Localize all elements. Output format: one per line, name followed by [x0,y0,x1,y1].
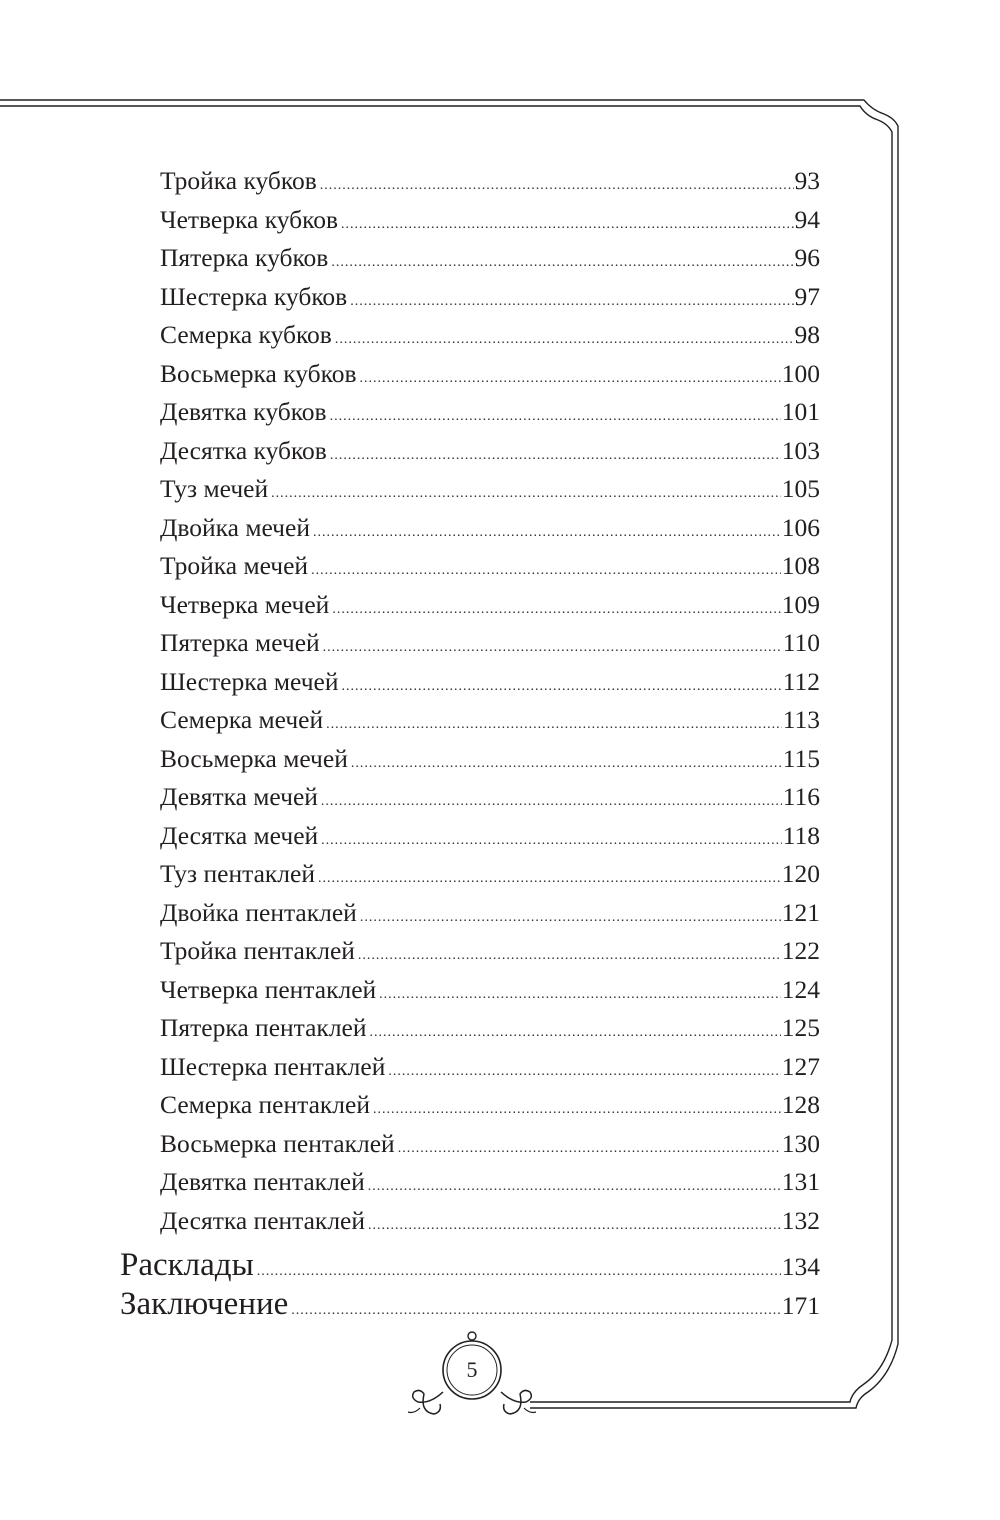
leader-dots [335,325,794,355]
toc-entry-page: 105 [781,474,820,503]
toc-entry-page: 103 [781,435,820,465]
toc-entry [160,590,820,620]
toc-entry-title: Десятка кубков [160,435,327,465]
toc-entry-page: 124 [781,974,820,1004]
leader-dots [330,402,781,432]
toc-entry [160,205,820,235]
toc-entry [160,782,820,812]
toc-section [120,1246,820,1284]
leader-dots [398,1134,781,1164]
toc-section-page: 134 [781,1252,820,1281]
toc-entry-title: Двойка пентаклей [160,897,357,927]
toc-entry-title: Тройка кубков [160,166,317,195]
leader-dots [331,248,793,278]
toc-entry-title: Четверка мечей [160,589,330,619]
toc-entry [160,667,820,697]
leader-dots [368,1172,781,1202]
toc-entry-page: 108 [781,551,820,580]
toc-entry-page: 122 [781,936,820,965]
toc-entry-title: Девятка кубков [160,397,327,426]
toc-entry-title: Восьмерка пентаклей [160,1128,395,1158]
leader-dots [388,1057,780,1087]
toc-entry [160,513,820,543]
toc-entry-page: 118 [782,820,820,850]
toc-entry-title: Семерка кубков [160,320,332,349]
leader-dots [370,1018,781,1048]
toc-entry-title: Четверка кубков [160,204,338,234]
toc-entry [160,1129,820,1159]
leader-dots [368,1211,781,1241]
leader-dots [360,364,781,394]
toc-entry-page: 125 [781,1013,820,1042]
toc-entry-page: 121 [781,897,820,927]
toc-entry-title: Шестерка пентаклей [160,1051,386,1081]
toc-entry [160,436,820,466]
toc-entry [160,859,820,889]
toc-entry-title: Шестерка мечей [160,666,339,696]
leader-dots [360,903,781,933]
toc-entry-title: Четверка пентаклей [160,974,377,1004]
leader-dots [321,826,782,856]
leader-dots [271,479,781,509]
toc-entry-page: 130 [781,1128,820,1158]
leader-dots [291,1292,780,1330]
leader-dots [332,595,780,625]
toc-entry-title: Восьмерка мечей [160,743,348,773]
toc-entry-title: Пятерка пентаклей [160,1013,367,1042]
toc-entry-title: Тройка пентаклей [160,936,355,965]
leader-dots [313,518,781,548]
toc-entry-title: Двойка мечей [160,512,310,542]
toc-entry [160,166,820,196]
toc-section [120,1285,820,1323]
leader-dots [318,864,781,894]
leader-dots [321,787,782,817]
toc-entry-page: 93 [794,166,820,195]
toc-entry [160,1052,820,1082]
leader-dots [351,749,782,779]
toc-entry-title: Пятерка мечей [160,628,320,657]
toc-entry-page: 97 [794,281,820,311]
leader-dots [311,556,781,586]
toc-entry [160,1090,820,1120]
toc-section-page: 171 [781,1291,820,1320]
toc-entry-title: Десятка пентаклей [160,1205,366,1235]
leader-dots [373,1095,781,1125]
toc-entry-title: Шестерка кубков [160,281,348,311]
leader-dots [330,441,781,471]
toc-entry-title: Пятерка кубков [160,243,329,272]
leader-dots [350,287,793,317]
toc-entry-title: Десятка мечей [160,820,319,850]
page-number: 5 [466,1357,478,1382]
toc-entry-page: 113 [782,705,820,734]
leader-dots [379,980,781,1010]
toc-section-title: Заключение [120,1286,289,1322]
toc-entry [160,1206,820,1236]
toc-entry [160,359,820,389]
toc-entry [160,551,820,581]
toc-entry-page: 101 [781,397,820,426]
toc-entry-page: 132 [781,1205,820,1235]
leader-dots [326,710,782,740]
toc-entry-page: 116 [782,782,820,811]
toc-entry-page: 100 [781,358,820,388]
toc-section-title: Расклады [120,1247,254,1283]
toc-entry-title: Тройка мечей [160,551,309,580]
toc-entry [160,628,820,658]
toc-entry [160,397,820,427]
leader-dots [320,171,794,201]
toc-entry-page: 94 [794,204,820,234]
toc-entry-page: 110 [782,628,820,657]
toc-entry [160,320,820,350]
toc-entry-title: Туз мечей [160,474,269,503]
toc-entry-page: 96 [794,243,820,272]
toc-entry [160,744,820,774]
toc-entry-page: 109 [781,589,820,619]
toc-entry [160,474,820,504]
toc-entry [160,936,820,966]
toc-entry [160,282,820,312]
toc-entry [160,1167,820,1197]
toc-entry-page: 128 [781,1090,820,1119]
toc-entry-title: Туз пентаклей [160,859,315,888]
leader-dots [341,210,794,240]
leader-dots [323,633,782,663]
toc-entry-title: Восьмерка кубков [160,358,357,388]
toc-entry-page: 112 [782,666,820,696]
toc-entry-page: 115 [782,743,820,773]
leader-dots [358,941,781,971]
toc-entry [160,898,820,928]
toc-entry-page: 98 [794,320,820,349]
toc-entry-title: Девятка пентаклей [160,1167,365,1196]
toc-entry-title: Девятка мечей [160,782,318,811]
toc-entry-title: Семерка пентаклей [160,1090,371,1119]
toc-entry [160,1013,820,1043]
toc-entry-page: 131 [781,1167,820,1196]
toc-entry-page: 127 [781,1051,820,1081]
toc-entry [160,975,820,1005]
leader-dots [342,672,782,702]
toc-entry-title: Семерка мечей [160,705,324,734]
toc-entry-page: 120 [781,859,820,888]
toc-entry [160,243,820,273]
toc-entry [160,705,820,735]
toc-entry [160,821,820,851]
toc-entry-page: 106 [781,512,820,542]
